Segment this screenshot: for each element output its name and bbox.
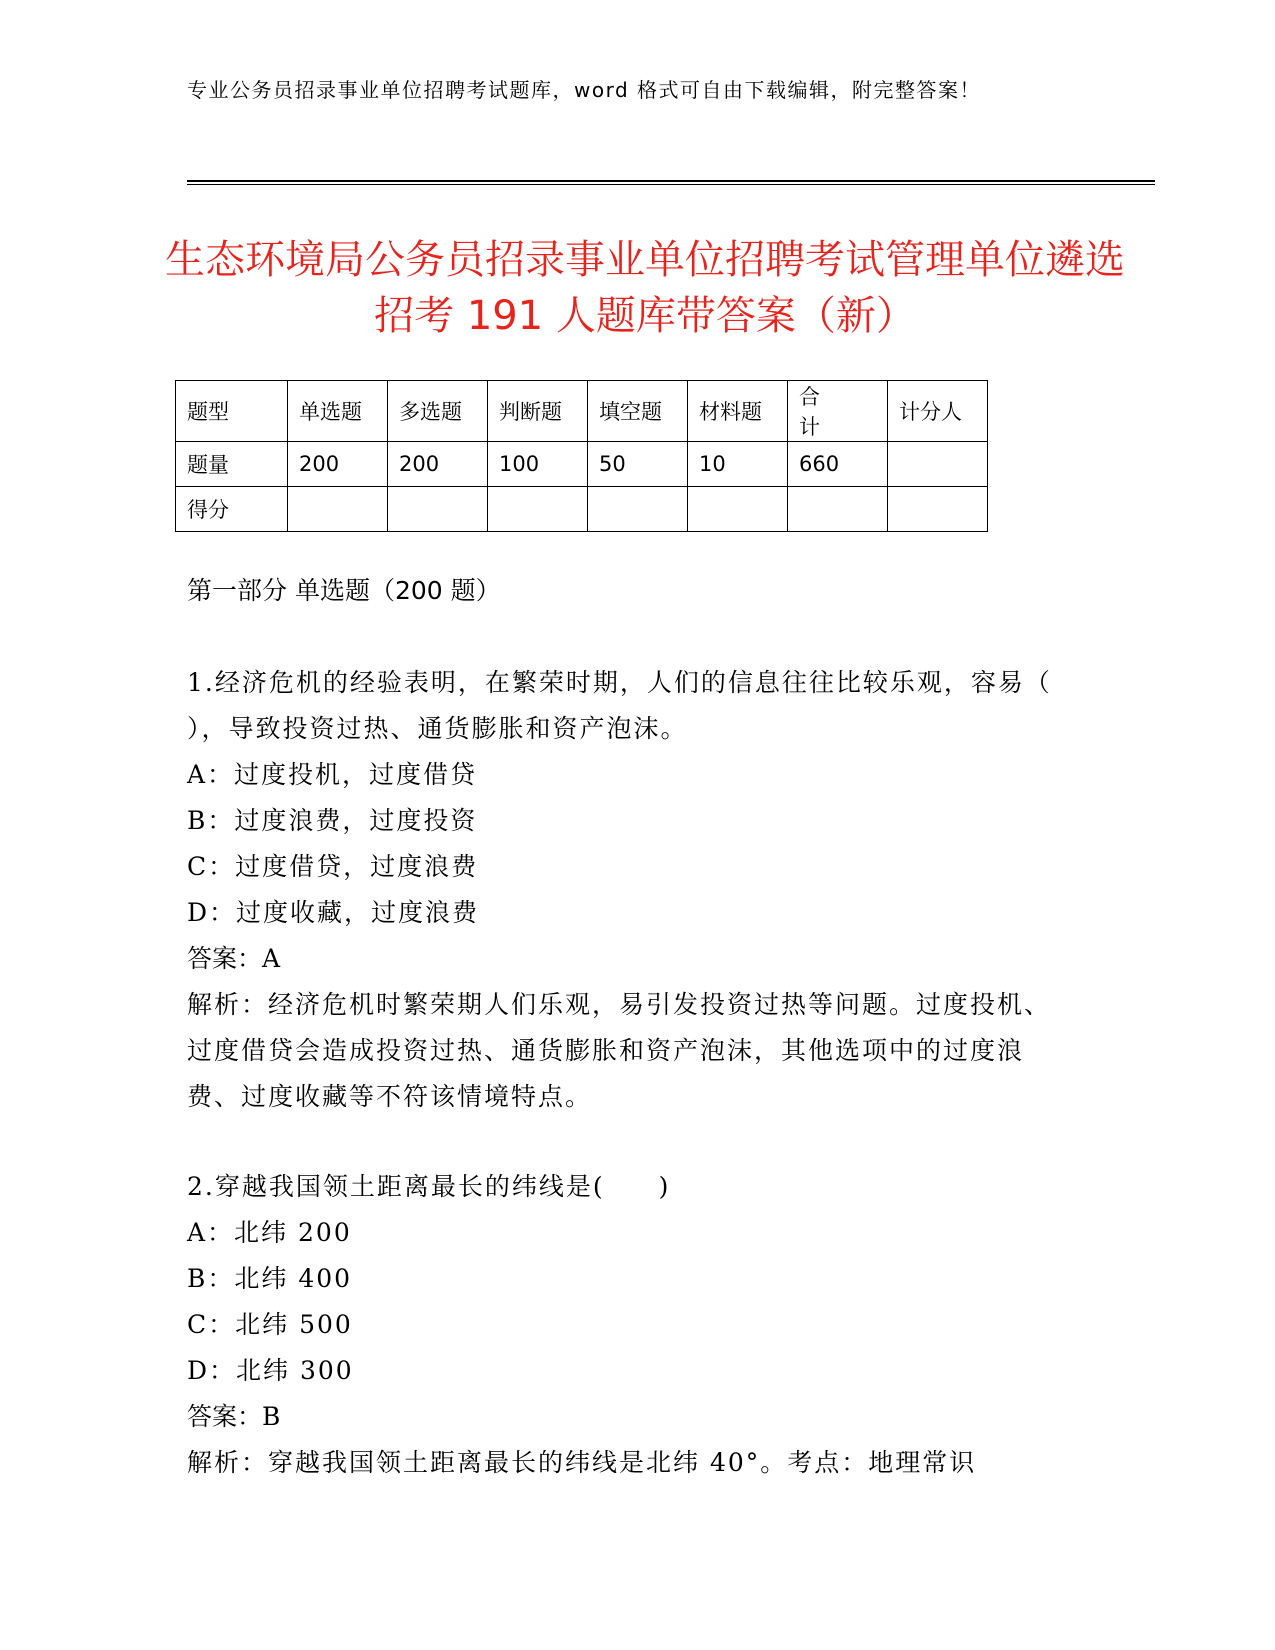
answer-label: 答案： [187,944,263,973]
analysis-label: 解析： [187,990,269,1019]
score-cell: 660 [788,442,888,487]
score-cell: 50 [588,442,688,487]
option-d: D：北纬 300 [187,1356,354,1385]
analysis-line [187,1440,1067,1486]
option-c: C：北纬 500 [187,1310,353,1339]
question-stem: 2.穿越我国领土距离最长的纬线是( ) [187,1172,671,1201]
score-cell [288,487,388,532]
score-header-cell: 计分人 [888,381,988,442]
score-cell [588,487,688,532]
score-cell: 得分 [176,487,288,532]
option-d: D：过度收藏，过度浪费 [187,898,480,927]
option-c: C：过度借贷，过度浪费 [187,852,479,881]
score-cell: 10 [688,442,788,487]
header-divider-thin [187,184,1155,185]
score-header-cell: 填空题 [588,381,688,442]
answer-line [187,936,1067,982]
header-note: 专业公务员招录事业单位招聘考试题库，word 格式可自由下载编辑，附完整答案！ [187,78,982,102]
answer-value: A [262,944,281,973]
question-2 [187,1164,1067,1486]
score-table-row [176,442,988,487]
score-cell: 200 [388,442,488,487]
score-cell [688,487,788,532]
score-header-cell: 判断题 [488,381,588,442]
score-cell [888,442,988,487]
analysis-label: 解析： [187,1448,269,1477]
score-cell [888,487,988,532]
score-cell [388,487,488,532]
answer-line [187,1394,1067,1440]
document-title: 生态环境局公务员招录事业单位招聘考试管理单位遴选招考 191 人题库带答案（新） [165,237,1125,339]
score-table [175,380,988,532]
question-1 [187,660,1067,1120]
score-header-cell: 合 计 [788,381,888,442]
score-header-cell: 题型 [176,381,288,442]
option-a: A：过度投机，过度借贷 [187,760,478,789]
analysis-text: 经济危机时繁荣期人们乐观，易引发投资过热等问题。过度投机、过度借贷会造成投资过热、通货膨胀和资产泡沫，其他选项中的过度浪费、过度收藏等不符该情境特点。 [187,990,1052,1111]
score-header-cell: 单选题 [288,381,388,442]
score-table-header-row [176,381,988,442]
answer-value: B [262,1402,281,1431]
question-stem: 1.经济危机的经验表明，在繁荣时期，人们的信息往往比较乐观，容易（ ），导致投资过热、通货膨胀和资产泡沫。 [187,668,1052,743]
score-header-cell: 多选题 [388,381,488,442]
score-table-row [176,487,988,532]
score-cell [788,487,888,532]
score-cell [488,487,588,532]
analysis-text: 穿越我国领土距离最长的纬线是北纬 40°。考点：地理常识 [268,1448,977,1477]
analysis-line [187,982,1067,1120]
section-title: 第一部分 单选题（200 题） [187,576,501,605]
answer-label: 答案： [187,1402,263,1431]
score-cell: 200 [288,442,388,487]
header-divider [187,180,1155,182]
score-cell: 100 [488,442,588,487]
score-header-cell: 材料题 [688,381,788,442]
option-b: B：过度浪费，过度投资 [187,806,478,835]
score-cell: 题量 [176,442,288,487]
option-a: A：北纬 200 [187,1218,352,1247]
option-b: B：北纬 400 [187,1264,353,1293]
